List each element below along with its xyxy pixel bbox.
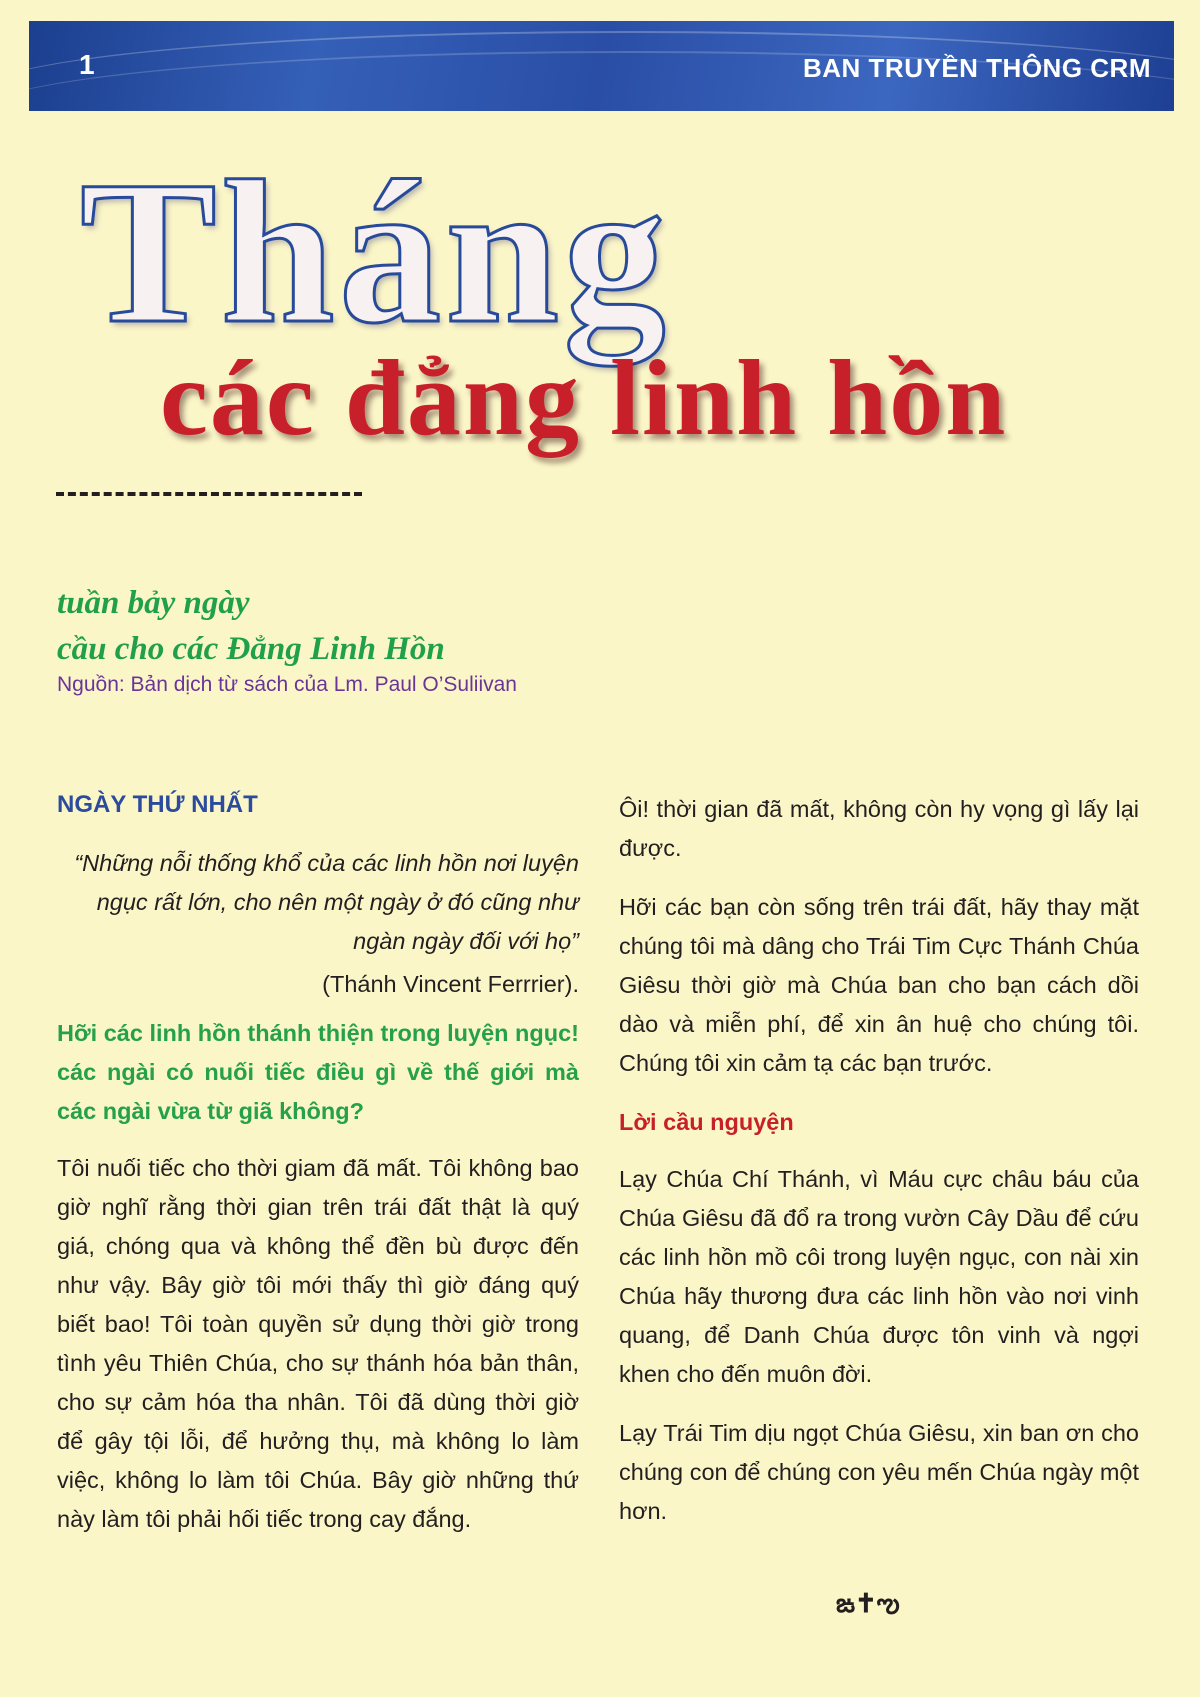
source-credit: Nguồn: Bản dịch từ sách của Lm. Paul O’Suliivan (57, 673, 517, 696)
subtitle-line-1: tuần bảy ngày (57, 585, 250, 621)
header-banner (29, 21, 1174, 111)
divider-line (56, 492, 362, 496)
left-column (57, 785, 579, 1559)
quote-text: “Những nỗi thống khổ của các linh hồn nơi luyện ngục rất lớn, cho nên một ngày ở đó cũng như ngàn ngày đối với họ” (74, 850, 579, 954)
cross-ornament-icon: ఙ✝ఌ (836, 1588, 900, 1618)
prayer-paragraph-2: Lạy Trái Tim dịu ngọt Chúa Giêsu, xin ban ơn cho chúng con để chúng con yêu mến Chúa ngày một hơn. (619, 1420, 1139, 1524)
prayer-paragraph-1: Lạy Chúa Chí Thánh, vì Máu cực châu báu của Chúa Giêsu đã đổ ra trong vườn Cây Dầu để cứu các linh hồn mồ côi trong luyện ngục, con nài xin Chúa hãy thương đưa các linh hồn vào nơi vinh quang, để Danh Chúa được tôn vinh và ngợi khen cho đến muôn đời. (619, 1166, 1139, 1387)
answer-paragraph: Tôi nuối tiếc cho thời giam đã mất. Tôi không bao giờ nghĩ rằng thời gian trên trái đất thật là quý giá, chóng qua và không thể đền bù được đến như vậy. Bây giờ tôi mới thấy thì giờ đáng quý biết bao! Tôi toàn quyền sử dụng thời giờ trong tình yêu Thiên Chúa, cho sự thánh hóa bản thân, cho sự cảm hóa tha nhân. Tôi đã dùng thời giờ để gây tội lỗi, để hưởng thụ, mà không lo làm việc, không lo làm tôi Chúa. Bây giờ những thứ này làm tôi phải hối tiếc trong cay đắng. (57, 1155, 579, 1532)
prayer-heading: Lời cầu nguyện (619, 1109, 794, 1135)
right-column (619, 790, 1139, 1551)
page-subtitle-art: các đẳng linh hồn (160, 339, 1008, 458)
subtitle-line-2: cầu cho các Đẳng Linh Hồn (57, 631, 445, 667)
section-subtitle (57, 580, 445, 672)
page-number: 1 (79, 49, 95, 80)
paragraph-plea: Hỡi các bạn còn sống trên trái đất, hãy thay mặt chúng tôi mà dâng cho Trái Tim Cực Thánh Chúa Giêsu thời giờ mà Chúa ban cho bạn cách dồi dào và miễn phí, để xin ân huệ cho chúng tôi. Chúng tôi xin cảm tạ các bạn trước. (619, 894, 1139, 1076)
page-title: Tháng (80, 139, 670, 366)
question-text: Hỡi các linh hồn thánh thiện trong luyện ngục! các ngài có nuối tiếc điều gì về thế giới mà các ngài vừa từ giã không? (57, 1020, 579, 1124)
quote-attribution: (Thánh Vincent Ferrrier). (322, 971, 579, 997)
paragraph-lost-time: Ôi! thời gian đã mất, không còn hy vọng gì lấy lại được. (619, 796, 1139, 861)
day-heading: NGÀY THỨ NHẤT (57, 791, 258, 818)
header-title: BAN TRUYỀN THÔNG CRM (803, 53, 1151, 83)
